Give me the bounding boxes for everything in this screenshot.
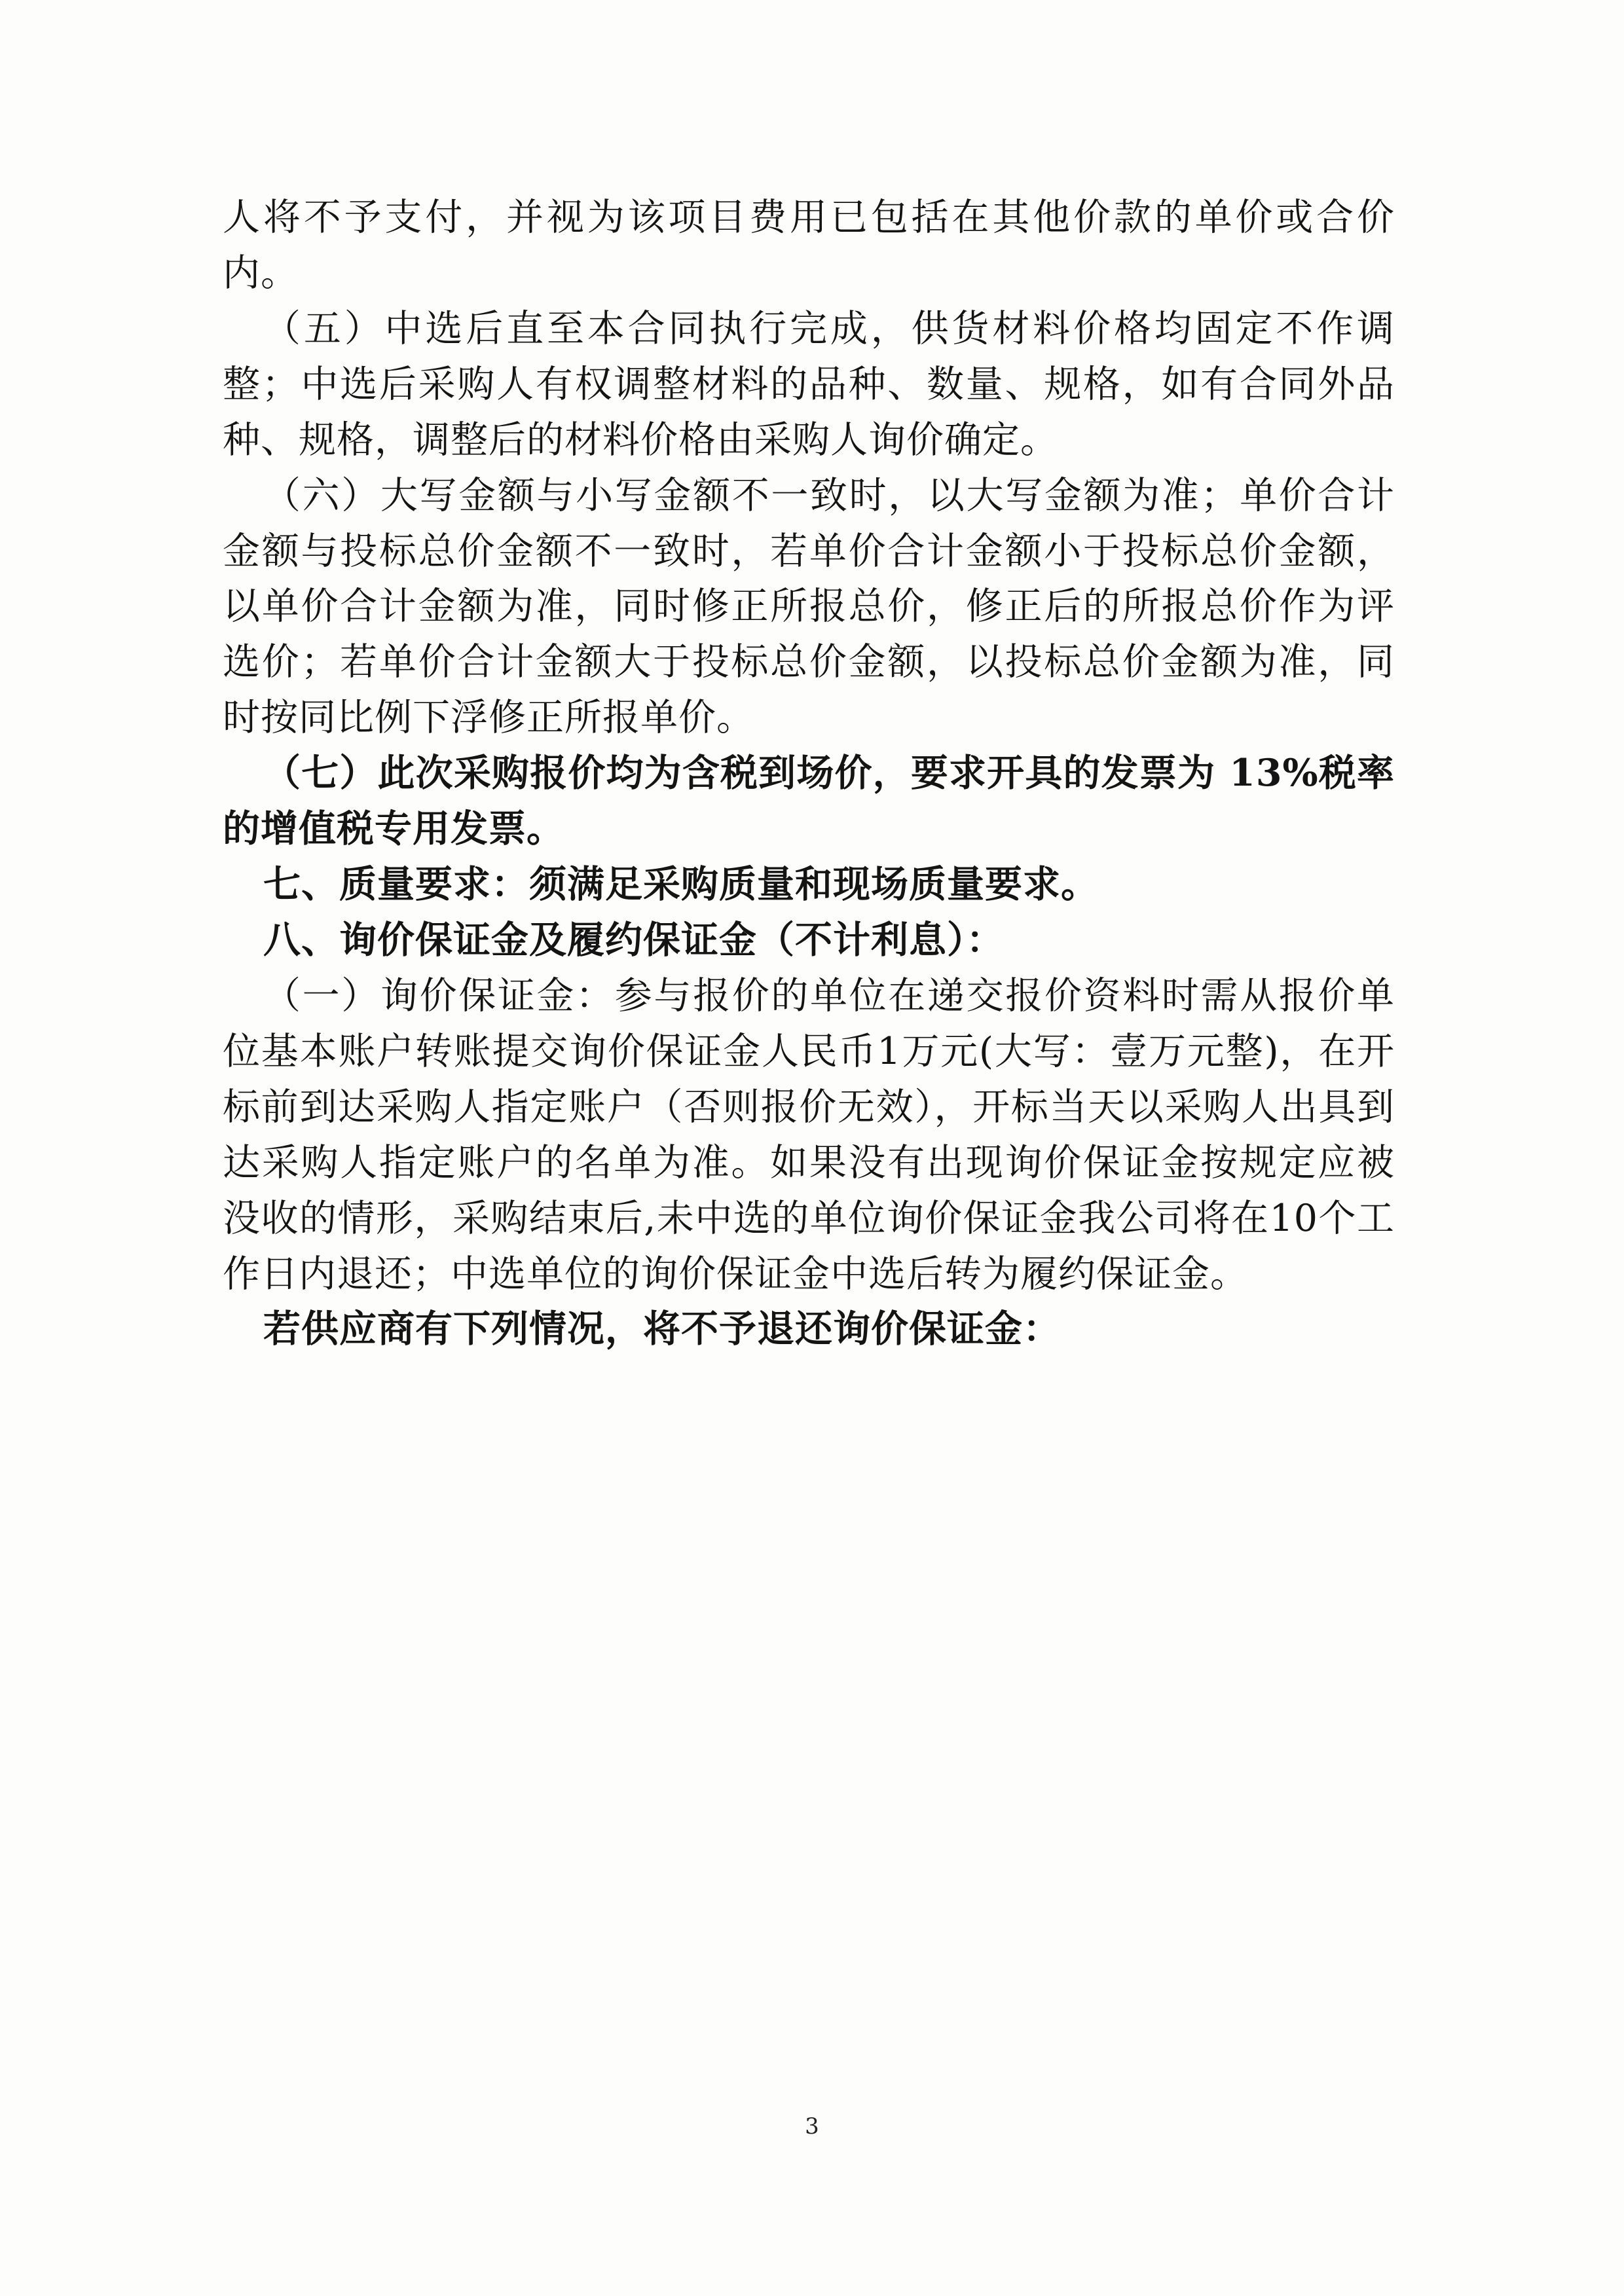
- heading-section-eight: 八、询价保证金及履约保证金（不计利息）：: [263, 917, 1005, 962]
- document-body: [223, 190, 1395, 1357]
- paragraph-item-six: （六）大写金额与小写金额不一致时，以大写金额为准；单价合计金额与投标总价金额不一致时，若单价合计金额小于投标总价金额，以单价合计金额为准，同时修正所报总价，修正后的所报总价作为评选价；若单价合计金额大于投标总价金额，以投标总价金额为准，同时按同比例下浮修正所报单价。: [223, 473, 1395, 740]
- paragraph-section-eight-note: 若供应商有下列情况，将不予退还询价保证金：: [263, 1307, 1061, 1351]
- paragraph-item-five: （五）中选后直至本合同执行完成，供货材料价格均固定不作调整；中选后采购人有权调整材料的品种、数量、规格，如有合同外品种、规格，调整后的材料价格由采购人询价确定。: [223, 306, 1395, 462]
- page-number: 3: [805, 2113, 819, 2140]
- heading-section-seven: 七、质量要求：须满足采购质量和现场质量要求。: [263, 862, 1099, 907]
- paragraph-section-eight-item-one: （一）询价保证金：参与报价的单位在递交报价资料时需从报价单位基本账户转账提交询价保证金人民币1万元(大写：壹万元整)，在开标前到达采购人指定账户（否则报价无效），开标当天以采购人出具到达采购人指定账户的名单为准。如果没有出现询价保证金按规定应被没收的情形，采购结束后,未中选的单位询价保证金我公司将在10个工作日内退还；中选单位的询价保证金中选后转为履约保证金。: [223, 974, 1395, 1296]
- paragraph-continued: 人将不予支付，并视为该项目费用已包括在其他价款的单价或合价内。: [223, 196, 1395, 295]
- paragraph-item-seven: （七）此次采购报价均为含税到场价，要求开具的发票为 13%税率的增值税专用发票。: [223, 751, 1395, 851]
